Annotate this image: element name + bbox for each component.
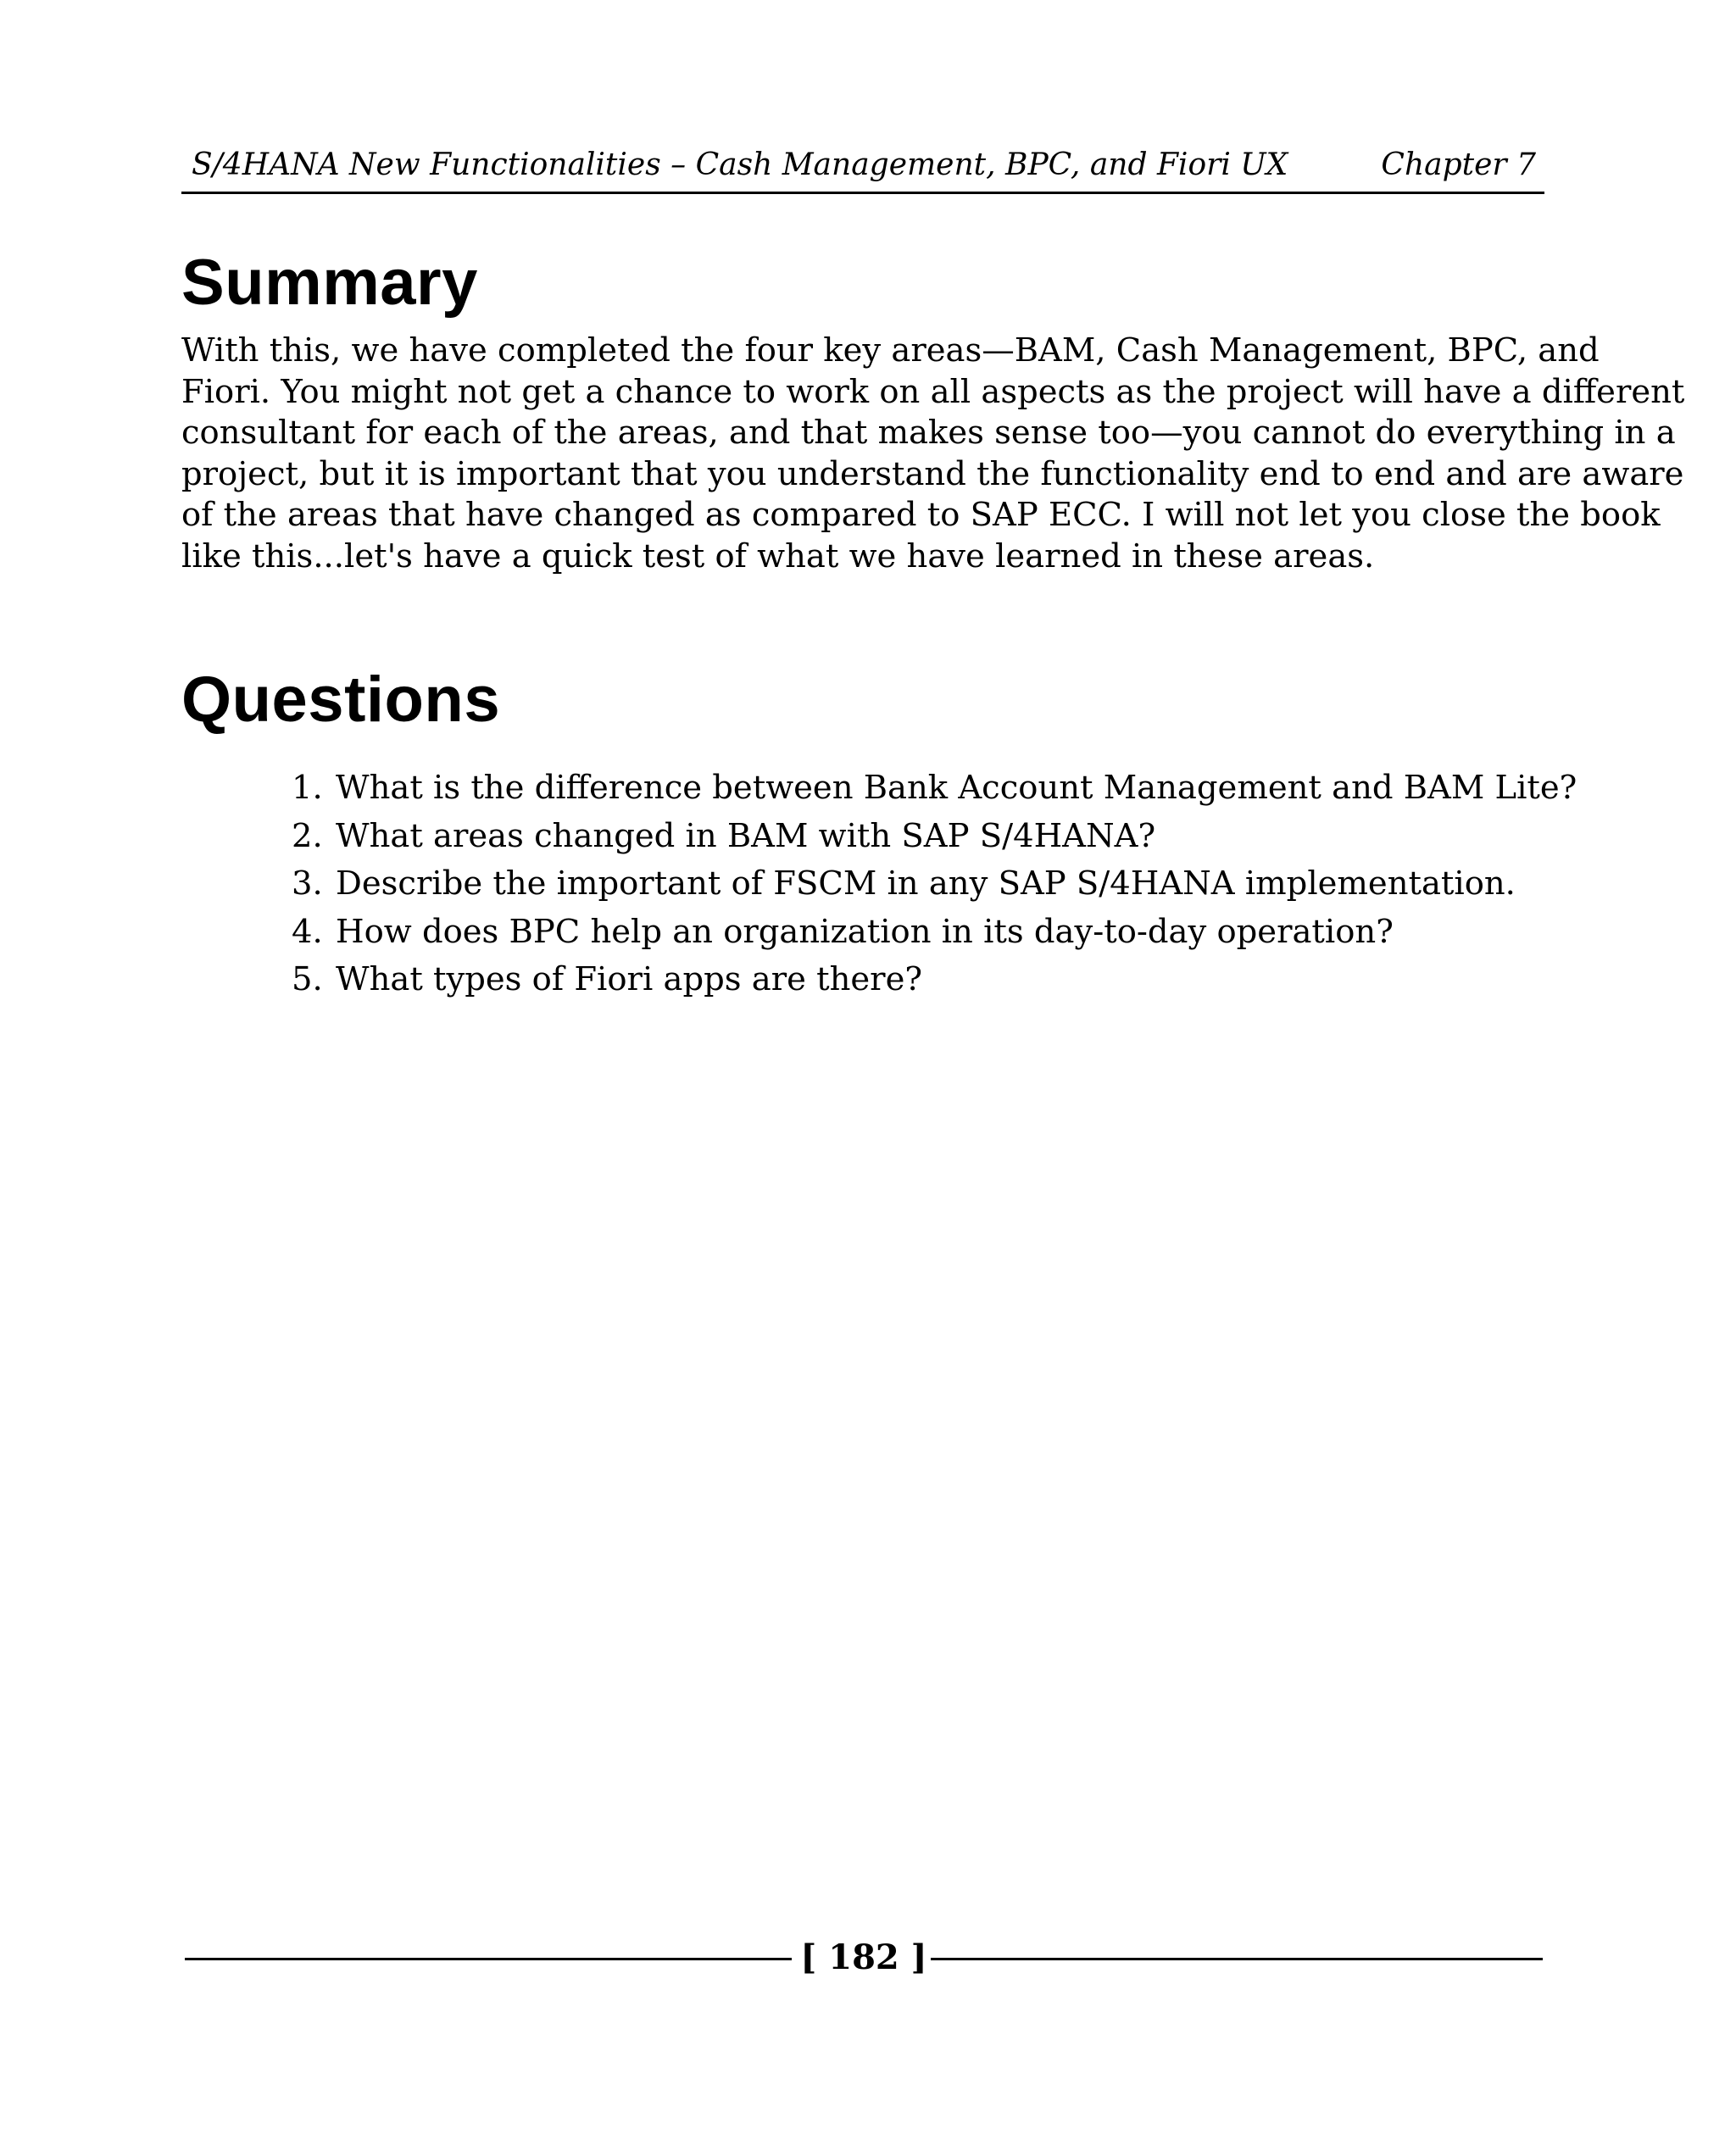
summary-line: project, but it is important that you understand the functionality end to end and are aware [181, 454, 1684, 493]
question-item [288, 813, 1577, 861]
question-number: 1. [292, 769, 323, 807]
question-number: 3. [292, 864, 323, 903]
question-item [288, 764, 1577, 813]
question-number: 4. [292, 912, 323, 951]
summary-line: of the areas that have changed as compared to SAP ECC. I will not let you close the book [181, 496, 1661, 534]
page-footer [185, 1934, 1543, 1985]
question-item [288, 909, 1577, 957]
questions-list [288, 764, 1577, 1004]
question-text: What areas changed in BAM with SAP S/4HANA? [336, 816, 1156, 855]
question-number: 2. [292, 816, 323, 855]
question-item [288, 956, 1577, 1004]
summary-line: Fiori. You might not get a chance to work on all aspects as the project will have a different [181, 372, 1685, 411]
summary-line: With this, we have completed the four key areas—BAM, Cash Management, BPC, and [181, 331, 1600, 370]
question-item [288, 860, 1577, 909]
question-text: How does BPC help an organization in its day-to-day operation? [336, 912, 1394, 951]
questions-heading: Questions [181, 664, 501, 736]
question-text: What types of Fiori apps are there? [336, 960, 923, 998]
summary-heading: Summary [181, 247, 478, 319]
page-number: [ 182 ] [800, 1937, 927, 1977]
running-header [181, 144, 1544, 194]
question-text: What is the difference between Bank Account Management and BAM Lite? [336, 769, 1577, 807]
header-title: S/4HANA New Functionalities – Cash Management, BPC, and Fiori UX [192, 147, 1288, 182]
summary-line: consultant for each of the areas, and that makes sense too—you cannot do everything in a [181, 414, 1676, 452]
question-text: Describe the important of FSCM in any SAP S/4HANA implementation. [336, 864, 1516, 903]
summary-line: like this...let's have a quick test of what we have learned in these areas. [181, 536, 1375, 575]
footer-rule-right [931, 1958, 1543, 1960]
question-number: 5. [292, 960, 323, 998]
summary-paragraph [181, 331, 1685, 577]
header-chapter: Chapter 7 [1381, 147, 1536, 182]
